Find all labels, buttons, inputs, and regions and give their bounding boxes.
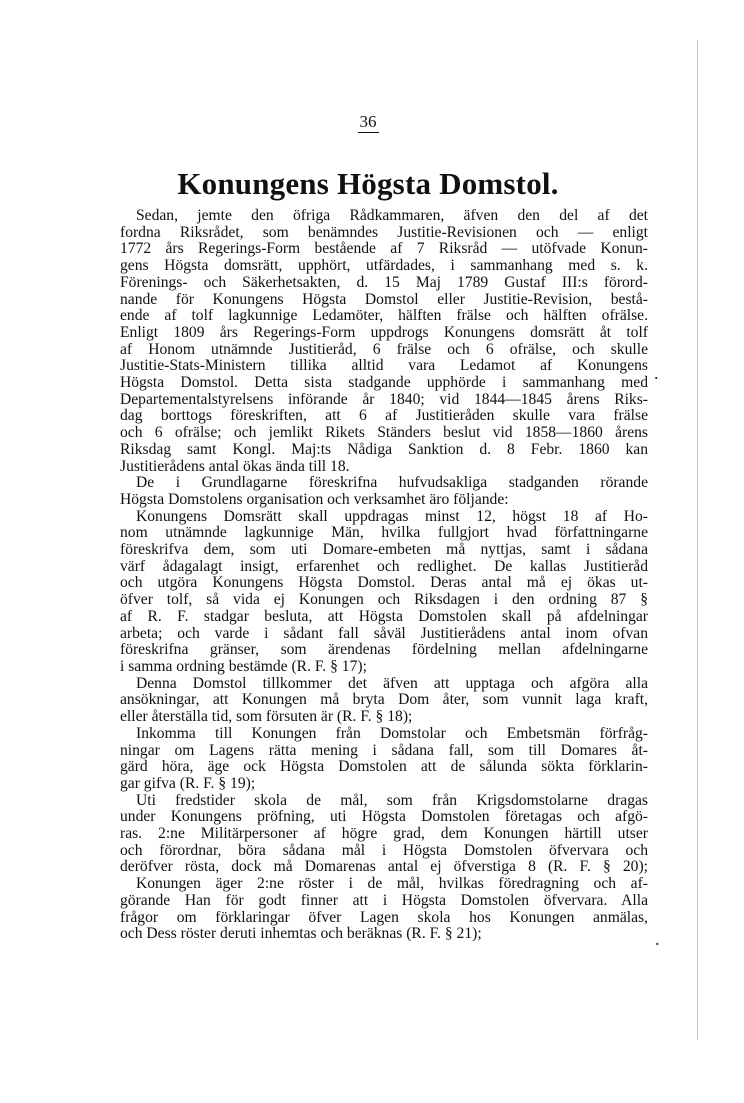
text-line: ras. 2:ne Militärpersoner af högre grad, dem Konungen härtill utser — [120, 825, 648, 843]
text-line: nom utnämnde lagkunnige Män, hvilka fullgjort hvad författningarne — [120, 524, 648, 542]
text-line: frågor om förklaringar öfver Lagen skola hos Konungen anmälas, — [120, 908, 648, 926]
text-line: och Dess röster deruti inhemtas och beräknas (R. F. § 21); — [120, 925, 482, 943]
text-line: De i Grundlagarne föreskrifna hufvudsakliga stadganden rörande — [136, 474, 648, 492]
text-line: deröfver rösta, dock må Domarenas antal ej öfverstiga 8 (R. F. § 20); — [120, 858, 648, 876]
text-line: föreskrifva dem, som uti Domare-embeten må nyttjas, samt i sådana — [120, 541, 648, 559]
text-line: af R. F. stadgar besluta, att Högsta Domstolen skall på afdelningar — [120, 607, 648, 625]
text-line: fordna Riksrådet, som benämndes Justitie-Revisionen och — enligt — [120, 223, 648, 241]
text-line: och förordnar, böra sådana mål i Högsta Domstolen öfvervara och — [120, 841, 648, 859]
text-line: nande för Konungens Högsta Domstol eller Justitie-Revision, bestå- — [120, 290, 648, 308]
text-line: under Konungens pröfning, uti Högsta Domstolen företagas och afgö- — [120, 808, 648, 826]
text-line: Justitierådens antal ökas ända till 18. — [120, 457, 350, 475]
text-line: öfver tolf, så vida ej Konungen och Riksdagen i den ordning 87 § — [120, 591, 648, 609]
page-title: Konungens Högsta Domstol. — [177, 166, 559, 201]
text-line: arbeta; och varde i sådant fall såväl Justitierådens antal inom ofvan — [120, 624, 648, 642]
print-speck-mark: . — [655, 929, 660, 949]
text-line: ansökningar, att Konungen må bryta Dom åter, som vunnit laga kraft, — [120, 691, 648, 709]
text-line: görande Han för godt finner att i Högsta Domstolen öfvervara. Alla — [120, 891, 648, 909]
text-line: Riksdag samt Kongl. Maj:ts Nådiga Sanktion d. 8 Febr. 1860 kan — [120, 440, 648, 458]
text-line: Konungens Domsrätt skall uppdragas minst 12, högst 18 af Ho- — [136, 507, 648, 525]
text-line: och utgöra Konungens Högsta Domstol. Deras antal må ej ökas ut- — [120, 574, 648, 592]
text-line: ningar om Lagens rätta mening i sådana fall, som till Domares åt- — [120, 741, 648, 759]
text-line: gens Högsta domsrätt, upphört, utfärdades, i sammanhang med s. k. — [120, 257, 648, 275]
text-line: Inkomma till Konungen från Domstolar och Embetsmän förfråg- — [136, 724, 648, 742]
page-number: 36 — [359, 112, 377, 131]
text-line: föreskrifna gränser, som ärendenas fördelning mellan afdelningarne — [120, 641, 648, 659]
text-line: 1772 års Regerings-Form bestående af 7 Riksråd — utöfvade Konun- — [120, 240, 648, 258]
text-line: Högsta Domstol. Detta sista stadgande upphörde i sammanhang med — [120, 374, 648, 392]
text-line: af Honom utnämnde Justitieråd, 6 frälse och 6 ofrälse, och skulle — [120, 340, 648, 358]
text-line: eller återställa tid, som försuten är (R. F. § 18); — [120, 708, 413, 726]
text-line: Departementalstyrelsens införande år 1840; vid 1844—1845 årens Riks- — [120, 390, 648, 408]
text-line: Enligt 1809 års Regerings-Form uppdrogs Konungens domsrätt åt tolf — [120, 323, 648, 341]
text-line: värf ådagalagt insigt, erfarenhet och redlighet. De kallas Justitieråd — [120, 557, 648, 575]
text-line: Konungen äger 2:ne röster i de mål, hvilkas föredragning och af- — [136, 875, 648, 893]
text-line: och 6 ofrälse; och jemlikt Rikets Ständers beslut vid 1858—1860 årens — [120, 424, 648, 442]
text-line: gärd höra, äge ock Högsta Domstolen att de sålunda sökta förklarin- — [120, 758, 648, 776]
text-line: dag borttogs föreskriften, att 6 af Justitieråden skulle vara frälse — [120, 407, 648, 425]
text-line: i samma ordning bestämde (R. F. § 17); — [120, 657, 367, 675]
print-speck-mark: . — [654, 363, 659, 383]
text-line: Denna Domstol tillkommer det äfven att upptaga och afgöra alla — [136, 674, 648, 692]
body-text — [120, 208, 648, 943]
text-line: Högsta Domstolens organisation och verksamhet äro följande: — [120, 490, 509, 508]
text-line: Sedan, jemte den öfriga Rådkammaren, äfven den del af det — [136, 207, 648, 224]
text-line: Justitie-Stats-Ministern tillika alltid vara Ledamot af Konungens — [120, 357, 648, 375]
text-line: Förenings- och Säkerhetsakten, d. 15 Maj 1789 Gustaf III:s förord- — [120, 273, 648, 291]
text-line: Uti fredstider skola de mål, som från Krigsdomstolarne dragas — [136, 791, 648, 809]
text-line: gar gifva (R. F. § 19); — [120, 774, 256, 792]
text-line: ende af tolf lagkunnige Ledamöter, hälften frälse och hälften ofrälse. — [120, 307, 648, 325]
